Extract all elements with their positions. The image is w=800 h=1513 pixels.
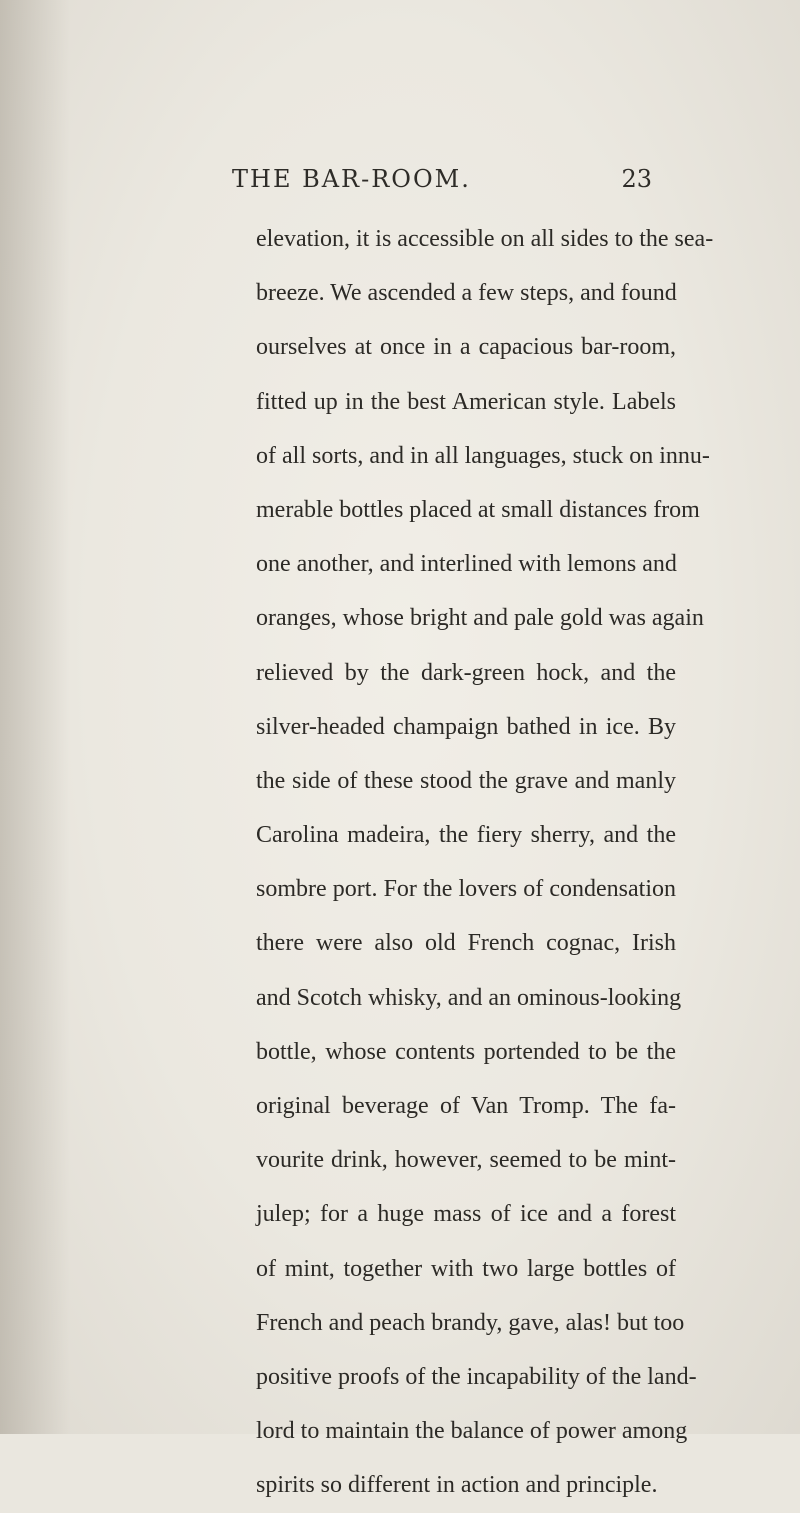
text-line: and Scotch whisky, and an ominous-looking xyxy=(256,984,682,1011)
text-line: julep; for a huge mass of ice and a forest xyxy=(256,1201,676,1228)
text-line: oranges, whose bright and pale gold was again xyxy=(256,605,704,632)
text-line: fitted up in the best American style. Labels xyxy=(256,388,676,415)
text-line: original beverage of Van Tromp. The fa- xyxy=(256,1093,676,1119)
text-line: spirits so different in action and principle. xyxy=(256,1472,658,1499)
text-line: French and peach brandy, gave, alas! but too xyxy=(256,1309,685,1336)
text-line: one another, and interlined with lemons and xyxy=(256,551,677,578)
text-line: relieved by the dark-green hock, and the xyxy=(256,659,676,686)
text-line: vourite drink, however, seemed to be mint- xyxy=(256,1147,676,1174)
text-line: positive proofs of the incapability of the land- xyxy=(256,1363,697,1390)
text-line: the side of these stood the grave and manly xyxy=(256,767,676,794)
page-header xyxy=(232,165,652,205)
text-line: elevation, it is accessible on all sides to the sea- xyxy=(256,226,714,252)
text-line: Carolina madeira, the fiery sherry, and the xyxy=(256,822,676,849)
text-line: there were also old French cognac, Irish xyxy=(256,930,676,957)
text-line: ourselves at once in a capacious bar-room, xyxy=(256,334,676,361)
text-line: breeze. We ascended a few steps, and found xyxy=(256,280,677,307)
text-line: of all sorts, and in all languages, stuck on innu- xyxy=(256,442,710,469)
text-line: merable bottles placed at small distances from xyxy=(256,496,700,523)
page-number: 23 xyxy=(621,165,652,193)
page-edge-shadow xyxy=(0,0,70,1434)
text-line: bottle, whose contents portended to be the xyxy=(256,1038,676,1065)
running-title: THE BAR-ROOM. xyxy=(232,165,471,193)
text-line: of mint, together with two large bottles of xyxy=(256,1255,676,1282)
text-line: sombre port. For the lovers of condensation xyxy=(256,876,676,903)
text-line: lord to maintain the balance of power among xyxy=(256,1418,688,1445)
body-text xyxy=(256,212,714,1513)
text-line: silver-headed champaign bathed in ice. By xyxy=(256,713,676,740)
